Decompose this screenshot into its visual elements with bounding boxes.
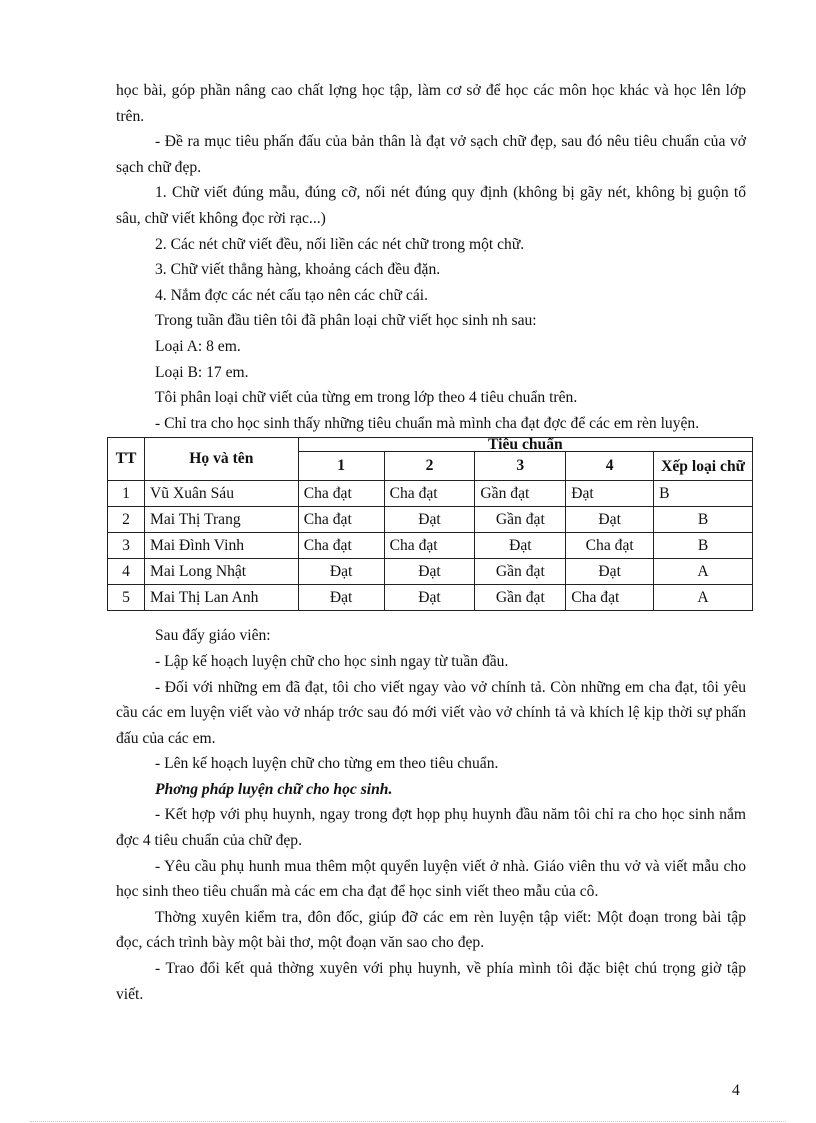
paragraph: - Trao đổi kết quả thờng xuyên với phụ huynh, về phía mình tôi đặc biệt chú trọng giờ tập viết. [116,960,746,1003]
cell-criterion: Đạt [566,481,654,507]
paragraph: Tôi phân loại chữ viết của từng em trong lớp theo 4 tiêu chuẩn trên. [155,389,578,407]
cell-criterion: Cha đạt [566,533,654,559]
header-criterion: 3 [475,452,566,481]
section-heading: Phơng pháp luyện chữ cho học sinh. [155,780,393,798]
header-name: Họ và tên [144,438,298,481]
cell-criterion: Gần đạt [475,481,566,507]
paragraph: Sau đấy giáo viên: [155,627,271,645]
paragraph: - Kết hợp với phụ huynh, ngay trong đợt họp phụ huynh đầu năm tôi chỉ ra cho học sinh nắm đợc 4 tiêu chuẩn của chữ đẹp. [116,806,746,850]
table-row [108,585,753,611]
page-number: 4 [732,1082,740,1099]
cell-grade: B [654,533,753,559]
cell-criterion: Cha đạt [566,585,654,611]
cell-criterion: Đạt [475,533,566,559]
category-b: Loại B: 17 em. [155,363,249,381]
cell-criterion: Cha đạt [384,481,475,507]
category-a: Loại A: 8 em. [155,337,241,355]
header-criterion: 2 [384,452,475,481]
cell-tt: 2 [108,507,145,533]
cell-tt: 1 [108,481,145,507]
header-tt: TT [108,438,145,481]
paragraph: - Đề ra mục tiêu phấn đấu của bản thân là đạt vở sạch chữ đẹp, sau đó nêu tiêu chuẩn của vở sạch chữ đẹp. [116,133,746,176]
paragraph: Thờng xuyên kiểm tra, đôn đốc, giúp đỡ các em rèn luyện tập viết: Một đoạn trong bài tập đọc, cách trình bày một bài thơ, một đoạn văn sao cho đẹp. [116,908,746,952]
cell-criterion: Đạt [566,559,654,585]
cell-criterion: Gần đạt [475,585,566,611]
paragraph: - Chỉ tra cho học sinh thấy những tiêu chuẩn mà mình cha đạt đợc để các em rèn luyện. [155,414,700,432]
cell-criterion: Cha đạt [298,507,384,533]
criterion-3: 3. Chữ viết thẳng hàng, khoảng cách đều đặn. [155,261,441,279]
cell-tt: 3 [108,533,145,559]
cell-criterion: Gần đạt [475,559,566,585]
header-criterion: 4 [566,452,654,481]
cell-grade: B [654,481,753,507]
header-criterion: 1 [298,452,384,481]
cell-criterion: Đạt [298,559,384,585]
cell-criterion: Đạt [384,507,475,533]
criterion-4: 4. Nắm đợc các nét cấu tạo nên các chữ cái. [155,286,428,304]
page-body [116,78,746,1007]
cell-criterion: Đạt [384,559,475,585]
table-row [108,481,753,507]
cell-criterion: Cha đạt [384,533,475,559]
criterion-2: 2. Các nét chữ viết đều, nối liền các nét chữ trong một chữ. [155,235,525,253]
cell-criterion: Đạt [298,585,384,611]
criterion-1: 1. Chữ viết đúng mẫu, đúng cỡ, nối nét đúng quy định (không bị gãy nét, không bị guộn tổ sâu, chữ viết không đọc rời rạc...) [116,184,746,227]
table-row [108,533,753,559]
paragraph: học bài, góp phần nâng cao chất lợng học tập, làm cơ sở để học các môn học khác và học lên lớp trên. [116,82,746,125]
cell-criterion: Gần đạt [475,507,566,533]
cell-name: Mai Thị Trang [144,507,298,533]
paragraph: - Đối với những em đã đạt, tôi cho viết ngay vào vở chính tả. Còn những em cha đạt, tôi yêu cầu các em luyện viết vào vở nháp trớc sau đó mới viết vào vở chính tả và khích lệ kịp thời sự phấn đấu của các em. [116,678,746,747]
cell-name: Mai Long Nhật [144,559,298,585]
header-criteria-group: Tiêu chuẩn [298,438,752,452]
criteria-table [107,437,753,611]
cell-grade: A [654,585,753,611]
page-bottom-divider [30,1121,786,1122]
header-grade: Xếp loại chữ [654,452,753,481]
table-row [108,559,753,585]
paragraph: - Lên kế hoạch luyện chữ cho từng em theo tiêu chuẩn. [155,755,499,773]
paragraph: - Yêu cầu phụ hunh mua thêm một quyển luyện viết ở nhà. Giáo viên thu vở và viết mẫu cho học sinh theo tiêu chuẩn mà các em cha đạt để học sinh viết theo mẫu của cô. [116,857,746,901]
cell-name: Mai Đình Vinh [144,533,298,559]
cell-grade: B [654,507,753,533]
paragraph: Trong tuần đầu tiên tôi đã phân loại chữ viết học sinh nh sau: [155,312,537,330]
cell-tt: 5 [108,585,145,611]
cell-name: Vũ Xuân Sáu [144,481,298,507]
cell-criterion: Đạt [384,585,475,611]
cell-tt: 4 [108,559,145,585]
cell-criterion: Cha đạt [298,533,384,559]
cell-name: Mai Thị Lan Anh [144,585,298,611]
cell-criterion: Cha đạt [298,481,384,507]
table-row [108,507,753,533]
cell-criterion: Đạt [566,507,654,533]
paragraph: - Lập kế hoạch luyện chữ cho học sinh ngay từ tuần đầu. [155,652,509,670]
cell-grade: A [654,559,753,585]
